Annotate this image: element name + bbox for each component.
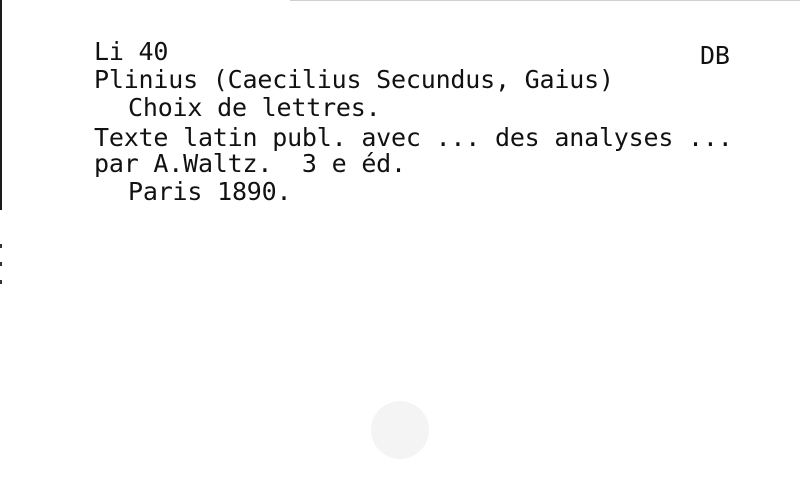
edge-mark: [0, 244, 2, 248]
imprint-line: Paris 1890.: [128, 177, 292, 206]
card-left-edge: [0, 0, 2, 210]
description-line-1: Texte latin publ. avec ... des analyses ...: [94, 123, 733, 152]
title-line: Choix de lettres.: [128, 93, 381, 122]
location-code: DB: [700, 41, 730, 70]
card-top-edge: [290, 0, 800, 1]
paper-smudge: [371, 401, 429, 459]
description-line-2: par A.Waltz. 3 e éd.: [94, 149, 406, 178]
author-heading: Plinius (Caecilius Secundus, Gaius): [94, 65, 614, 94]
edge-mark: [0, 280, 2, 284]
call-number: Li 40: [94, 37, 169, 66]
edge-mark: [0, 262, 2, 266]
